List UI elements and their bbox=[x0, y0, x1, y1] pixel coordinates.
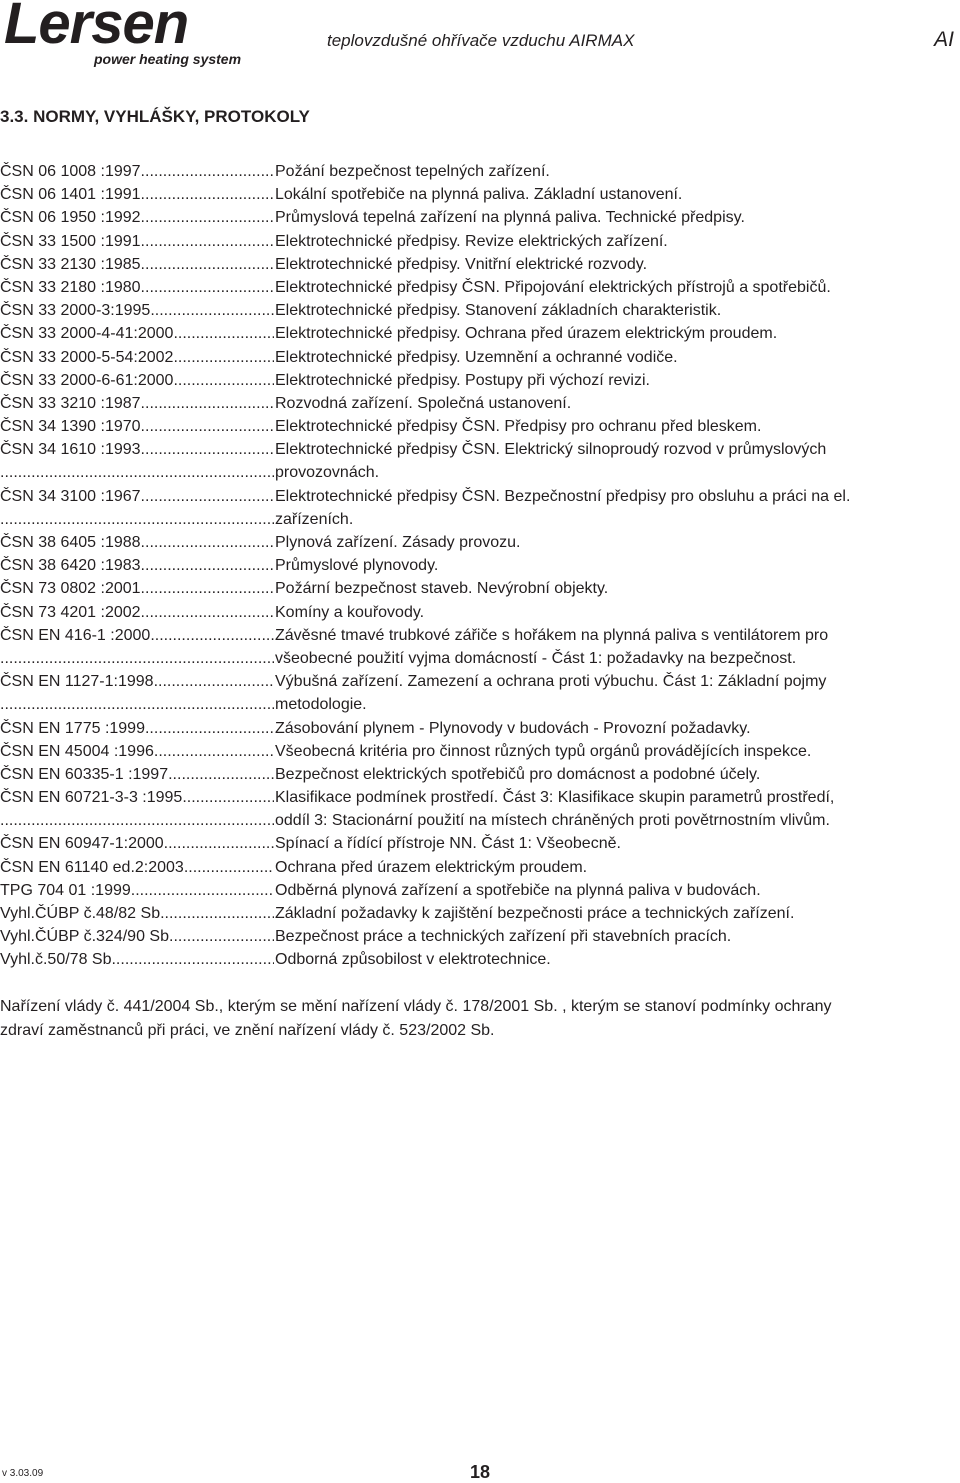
norms-list bbox=[0, 160, 960, 972]
norm-row bbox=[0, 276, 960, 299]
norm-code bbox=[0, 508, 274, 531]
norm-description: Elektrotechnické předpisy. Revize elektrických zařízení. bbox=[275, 232, 668, 250]
norm-row bbox=[0, 253, 960, 276]
norm-row bbox=[0, 670, 960, 693]
norm-description: Závěsné tmavé trubkové zářiče s hořákem na plynná paliva s ventilátorem pro bbox=[275, 626, 829, 644]
norm-code: Vyhl.č.50/78 Sb. ..... bbox=[0, 948, 274, 971]
section-heading: 3.3. NORMY, VYHLÁŠKY, PROTOKOLY bbox=[0, 107, 310, 126]
norm-code: ČSN 06 1401 :1991 ..... bbox=[0, 183, 274, 206]
norm-description: Plynová zařízení. Zásady provozu. bbox=[275, 534, 521, 551]
norm-description: Komíny a kouřovody. bbox=[275, 603, 425, 621]
norm-row bbox=[0, 461, 960, 484]
norm-description: Požární bezpečnost staveb. Nevýrobní objekty. bbox=[275, 580, 609, 598]
norm-code: ČSN 06 1008 :1997 ..... bbox=[0, 160, 274, 183]
norm-description: Požání bezpečnost tepelných zařízení. bbox=[275, 163, 550, 180]
norm-code bbox=[0, 461, 274, 484]
norm-description: Elektrotechnické předpisy. Uzemnění a ochranné vodiče. bbox=[275, 348, 678, 366]
norm-code: ČSN EN 61140 ed.2:2003 ..... bbox=[0, 856, 274, 879]
norm-code: ČSN EN 60335-1 :1997 ..... bbox=[0, 763, 274, 786]
norm-code: ČSN 33 1500 :1991 ..... bbox=[0, 230, 274, 253]
norm-description: Klasifikace podmínek prostředí. Část 3: Klasifikace skupin parametrů prostředí, bbox=[275, 789, 835, 807]
norm-description: Lokální spotřebiče na plynná paliva. Základní ustanovení. bbox=[275, 186, 683, 204]
norm-row bbox=[0, 856, 960, 879]
norm-row bbox=[0, 879, 960, 902]
norm-description: Rozvodná zařízení. Společná ustanovení. bbox=[275, 394, 572, 412]
footnote-line-2: zdraví zaměstnanců při práci, ve znění nařízení vlády č. 523/2002 Sb. bbox=[0, 1022, 495, 1039]
norm-description: Bezpečnost elektrických spotřebičů pro domácnost a podobné účely. bbox=[275, 765, 761, 783]
norm-row bbox=[0, 415, 960, 438]
norm-description: provozovnách. bbox=[275, 464, 380, 482]
norm-code: ČSN 06 1950 :1992 ..... bbox=[0, 206, 274, 229]
norm-code: ČSN 38 6405 :1988 ..... bbox=[0, 531, 274, 554]
norm-description: metodologie. bbox=[275, 696, 367, 714]
norm-code: ČSN 33 2000-6-61:2000 ..... bbox=[0, 369, 274, 392]
norm-row bbox=[0, 948, 960, 971]
norm-row bbox=[0, 601, 960, 624]
norm-code: ČSN 33 2000-4-41:2000 ..... bbox=[0, 322, 274, 345]
norm-code: ČSN EN 1127-1:1998 ..... bbox=[0, 670, 274, 693]
norm-code bbox=[0, 809, 274, 832]
norm-row bbox=[0, 740, 960, 763]
norm-row bbox=[0, 160, 960, 183]
norm-description: Odborná způsobilost v elektrotechnice. bbox=[275, 951, 551, 969]
norm-row bbox=[0, 832, 960, 855]
norm-description: Elektrotechnické předpisy ČSN. Předpisy pro ochranu před bleskem. bbox=[275, 418, 762, 436]
norm-row bbox=[0, 392, 960, 415]
logo-wordmark: Lersen bbox=[4, 0, 189, 56]
norm-description: Ochrana před úrazem elektrickým proudem. bbox=[275, 858, 588, 876]
footnote-line-1: Nařízení vlády č. 441/2004 Sb., kterým se mění nařízení vlády č. 178/2001 Sb. , kterým se stanoví podmínky ochrany bbox=[0, 998, 832, 1015]
norm-row bbox=[0, 531, 960, 554]
norm-row bbox=[0, 786, 960, 809]
norm-code: ČSN 33 2130 :1985 ..... bbox=[0, 253, 274, 276]
norm-description: Průmyslové plynovody. bbox=[275, 557, 439, 575]
header-code: AI bbox=[934, 28, 954, 51]
header-title: teplovzdušné ohřívače vzduchu AIRMAX bbox=[327, 31, 635, 50]
norm-code: Vyhl.ČÚBP č.324/90 Sb. ..... bbox=[0, 925, 274, 948]
norm-row bbox=[0, 717, 960, 740]
norm-code: ČSN 33 3210 :1987 ..... bbox=[0, 392, 274, 415]
norm-row bbox=[0, 485, 960, 508]
norm-row bbox=[0, 206, 960, 229]
norm-code: ČSN 34 1390 :1970 ..... bbox=[0, 415, 274, 438]
norm-row bbox=[0, 577, 960, 600]
norm-row bbox=[0, 763, 960, 786]
norm-row bbox=[0, 554, 960, 577]
norm-row bbox=[0, 902, 960, 925]
norm-code: ČSN 34 1610 :1993 ..... bbox=[0, 438, 274, 461]
page-header bbox=[0, 0, 960, 80]
norm-row bbox=[0, 230, 960, 253]
norm-description: Spínací a řídící přístroje NN. Část 1: Všeobecně. bbox=[275, 835, 621, 853]
norm-description: Všeobecná kritéria pro činnost různých typů orgánů provádějících inspekce. bbox=[275, 742, 812, 760]
norm-description: Bezpečnost práce a technických zařízení při stavebních pracích. bbox=[275, 928, 732, 946]
norm-code: ČSN EN 60947-1:2000 ..... bbox=[0, 832, 274, 855]
norm-code: ČSN 33 2000-5-54:2002 ..... bbox=[0, 346, 274, 369]
norm-description: Elektrotechnické předpisy ČSN. Připojování elektrických přístrojů a spotřebičů. bbox=[275, 278, 831, 296]
norm-code: ČSN 33 2180 :1980 ..... bbox=[0, 276, 274, 299]
norm-code: ČSN EN 1775 :1999 ..... bbox=[0, 717, 274, 740]
norm-description: Základní požadavky k zajištění bezpečnosti práce a technických zařízení. bbox=[275, 905, 795, 922]
norm-description: Zásobování plynem - Plynovody v budovách - Provozní požadavky. bbox=[275, 719, 751, 737]
norm-code: ČSN 38 6420 :1983 ..... bbox=[0, 554, 274, 577]
norm-code: ČSN EN 60721-3-3 :1995 ..... bbox=[0, 786, 274, 809]
norm-row bbox=[0, 809, 960, 832]
norm-description: oddíl 3: Stacionární použití na místech chráněných proti povětrnostním vlivům. bbox=[275, 812, 830, 830]
norm-description: Průmyslová tepelná zařízení na plynná paliva. Technické předpisy. bbox=[275, 209, 745, 227]
norm-description: Elektrotechnické předpisy. Stanovení základních charakteristik. bbox=[275, 302, 722, 320]
norm-code: TPG 704 01 :1999 ..... bbox=[0, 879, 274, 902]
norm-row bbox=[0, 322, 960, 345]
norm-description: všeobecné použití vyjma domácností - Část 1: požadavky na bezpečnost. bbox=[275, 649, 797, 667]
footer-version: v 3.03.09 bbox=[2, 1468, 44, 1479]
norm-row bbox=[0, 693, 960, 716]
norm-row bbox=[0, 508, 960, 531]
norm-row bbox=[0, 647, 960, 670]
norm-code: ČSN 34 3100 :1967 ..... bbox=[0, 485, 274, 508]
norm-code: ČSN 73 4201 :2002 ..... bbox=[0, 601, 274, 624]
norm-code: Vyhl.ČÚBP č.48/82 Sb ..... bbox=[0, 902, 274, 925]
norm-code: ČSN EN 416-1 :2000 ..... bbox=[0, 624, 274, 647]
norm-code: ČSN 73 0802 :2001 ..... bbox=[0, 577, 274, 600]
norm-row bbox=[0, 438, 960, 461]
norm-code: ČSN 33 2000-3:1995 ..... bbox=[0, 299, 274, 322]
norm-row bbox=[0, 369, 960, 392]
norm-code bbox=[0, 693, 274, 716]
norm-description: Elektrotechnické předpisy ČSN. Elektrický silnoproudý rozvod v průmyslových bbox=[275, 441, 827, 459]
page-number: 18 bbox=[470, 1462, 491, 1482]
norm-description: Odběrná plynová zařízení a spotřebiče na plynná paliva v budovách. bbox=[275, 881, 761, 899]
norm-description: Elektrotechnické předpisy. Vnitřní elektrické rozvody. bbox=[275, 255, 648, 273]
norm-description: Elektrotechnické předpisy. Ochrana před úrazem elektrickým proudem. bbox=[275, 325, 778, 343]
norm-description: Elektrotechnické předpisy. Postupy při výchozí revizi. bbox=[275, 371, 650, 389]
norm-code: ČSN EN 45004 :1996 ..... bbox=[0, 740, 274, 763]
norm-row bbox=[0, 925, 960, 948]
norm-row bbox=[0, 183, 960, 206]
norm-row bbox=[0, 624, 960, 647]
norm-row bbox=[0, 299, 960, 322]
norm-row bbox=[0, 346, 960, 369]
footnote bbox=[0, 995, 950, 1043]
norm-description: Výbušná zařízení. Zamezení a ochrana proti výbuchu. Část 1: Základní pojmy bbox=[275, 673, 827, 691]
norm-description: Elektrotechnické předpisy ČSN. Bezpečnostní předpisy pro obsluhu a práci na el. bbox=[275, 487, 851, 505]
lersen-logo bbox=[4, 0, 274, 70]
logo-tagline: power heating system bbox=[94, 51, 242, 67]
norm-code bbox=[0, 647, 274, 670]
norm-description: zařízeních. bbox=[275, 510, 354, 528]
